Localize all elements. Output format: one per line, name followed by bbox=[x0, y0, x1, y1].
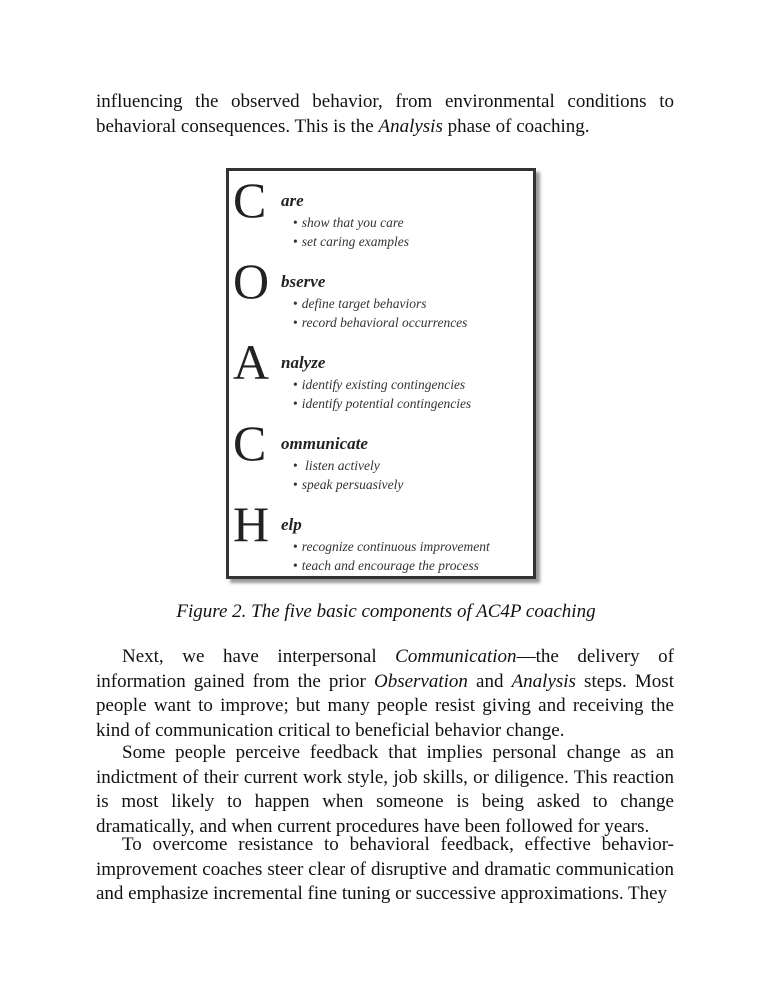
coach-letter: C bbox=[233, 415, 267, 471]
coach-item-care bbox=[229, 172, 533, 255]
coach-letter: A bbox=[233, 334, 270, 390]
coach-bullet: • recognize continuous improvement bbox=[293, 537, 490, 556]
coach-bullet: • set caring examples bbox=[293, 232, 409, 251]
figure-caption: Figure 2. The five basic components of AC4P coaching bbox=[176, 601, 596, 622]
paragraph-overcome-resistance: To overcome resistance to behavioral feedback, effective behavior-improvement coaches steer clear of disruptive and dramatic communication and emphasize incremental fine tuning or successive approximations. They bbox=[96, 834, 674, 904]
coach-bullet: • teach and encourage the process bbox=[293, 556, 490, 575]
coach-item-observe bbox=[229, 253, 533, 336]
coach-word: bserve bbox=[281, 272, 326, 291]
coach-bullet: • listen actively bbox=[293, 456, 403, 475]
coach-bullet-list bbox=[293, 213, 409, 251]
coach-bullet: • define target behaviors bbox=[293, 294, 467, 313]
coach-letter: O bbox=[233, 253, 270, 309]
paragraph-communication bbox=[96, 645, 674, 743]
coach-item-analyze bbox=[229, 334, 533, 417]
paragraph-text: —the delivery of information gained from the prior bbox=[96, 646, 674, 692]
coach-item-communicate bbox=[229, 415, 533, 498]
coach-letter: C bbox=[233, 172, 267, 228]
emphasis-analysis: Analysis bbox=[511, 670, 576, 692]
coach-bullet: • record behavioral occurrences bbox=[293, 313, 467, 332]
coach-bullet: • show that you care bbox=[293, 213, 409, 232]
coach-bullet-list bbox=[293, 456, 403, 494]
coach-word: nalyze bbox=[281, 353, 326, 372]
paragraph-text: influencing the observed behavior, from environmental conditions to behavioral consequences. This is the bbox=[96, 91, 674, 137]
emphasis-analysis: Analysis bbox=[378, 115, 443, 137]
paragraph-feedback-perception: Some people perceive feedback that implies personal change as an indictment of their current work style, job skills, or diligence. This reaction is most likely to happen when someone is being asked to change dramatically, and when current procedures have been followed for years. bbox=[96, 742, 674, 837]
paragraph-text: Next, we have interpersonal bbox=[122, 646, 396, 667]
paragraph-analysis-intro bbox=[96, 90, 674, 139]
coach-bullet: • identify potential contingencies bbox=[293, 394, 471, 413]
coach-bullet-list bbox=[293, 375, 471, 413]
coach-letter: H bbox=[233, 496, 270, 552]
emphasis-communication: Communication bbox=[395, 646, 517, 667]
coach-bullet-list bbox=[293, 537, 490, 575]
coach-word: ommunicate bbox=[281, 434, 368, 453]
coach-bullet: • identify existing contingencies bbox=[293, 375, 471, 394]
coach-item-help bbox=[229, 496, 533, 579]
coach-figure bbox=[226, 168, 536, 579]
coach-bullet-list bbox=[293, 294, 467, 332]
emphasis-observation: Observation bbox=[373, 670, 468, 692]
coach-bullet: • speak persuasively bbox=[293, 475, 403, 494]
paragraph-text: and bbox=[467, 670, 512, 692]
coach-word: elp bbox=[281, 515, 302, 534]
coach-word: are bbox=[281, 191, 304, 210]
paragraph-text: steps. Most people want to improve; but many people resist giving and receiving the kind of communication critical to beneficial behavior change. bbox=[96, 670, 674, 741]
paragraph-text: phase of coaching. bbox=[442, 115, 590, 137]
